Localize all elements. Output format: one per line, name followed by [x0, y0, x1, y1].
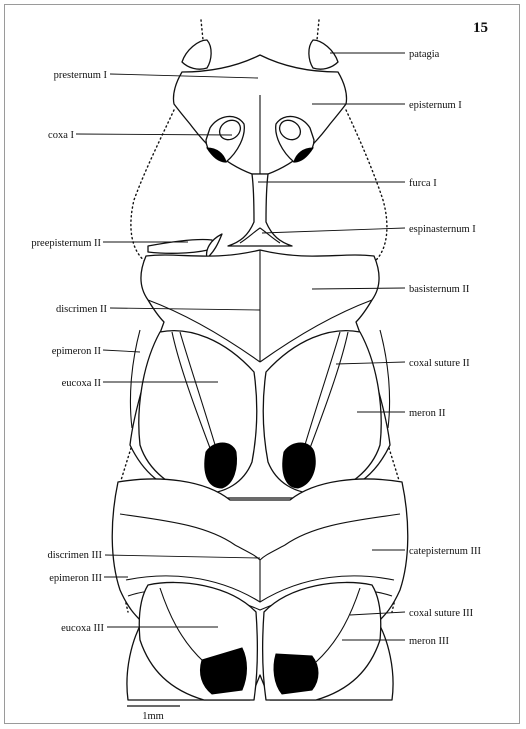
scale-label: 1mm [142, 711, 164, 722]
label-eucoxa-iii: eucoxa III [61, 623, 104, 634]
patagia-right [309, 40, 338, 69]
furca-i [228, 174, 292, 246]
label-meron-ii: meron II [409, 408, 446, 419]
label-discrimen-iii: discrimen III [47, 550, 102, 561]
label-meron-iii: meron III [409, 636, 449, 647]
label-discrimen-ii: discrimen II [55, 304, 107, 315]
coxa-iii-right-black [274, 654, 318, 694]
label-catepisternum-iii: catepisternum III [409, 546, 482, 557]
label-basisternum-ii: basisternum II [409, 284, 470, 295]
label-episternum-i: episternum I [409, 100, 462, 111]
label-epimeron-ii: epimeron II [51, 346, 101, 357]
metathorax [112, 479, 408, 700]
label-presternum-i: presternum I [53, 70, 107, 81]
preepisternum-ii-right [207, 234, 222, 258]
label-patagia: patagia [409, 49, 440, 60]
preepisternum-ii-left [148, 239, 213, 253]
label-coxal-suture-iii: coxal suture III [409, 608, 474, 619]
mesothorax [130, 234, 390, 498]
label-epimeron-iii: epimeron III [49, 573, 102, 584]
labels-left [31, 70, 107, 634]
label-furca-i: furca I [409, 178, 437, 189]
label-preepisternum-ii: preepisternum II [31, 238, 101, 249]
labels-right [409, 49, 482, 647]
figure-number: 15 [473, 20, 488, 36]
label-coxal-suture-ii: coxal suture II [409, 358, 470, 369]
prothorax [173, 40, 346, 246]
label-espinasternum-i: espinasternum I [409, 224, 476, 235]
label-coxa-i: coxa I [48, 130, 74, 141]
label-eucoxa-ii: eucoxa II [61, 378, 101, 389]
scale-bar [127, 706, 180, 722]
patagia-left [182, 40, 211, 69]
